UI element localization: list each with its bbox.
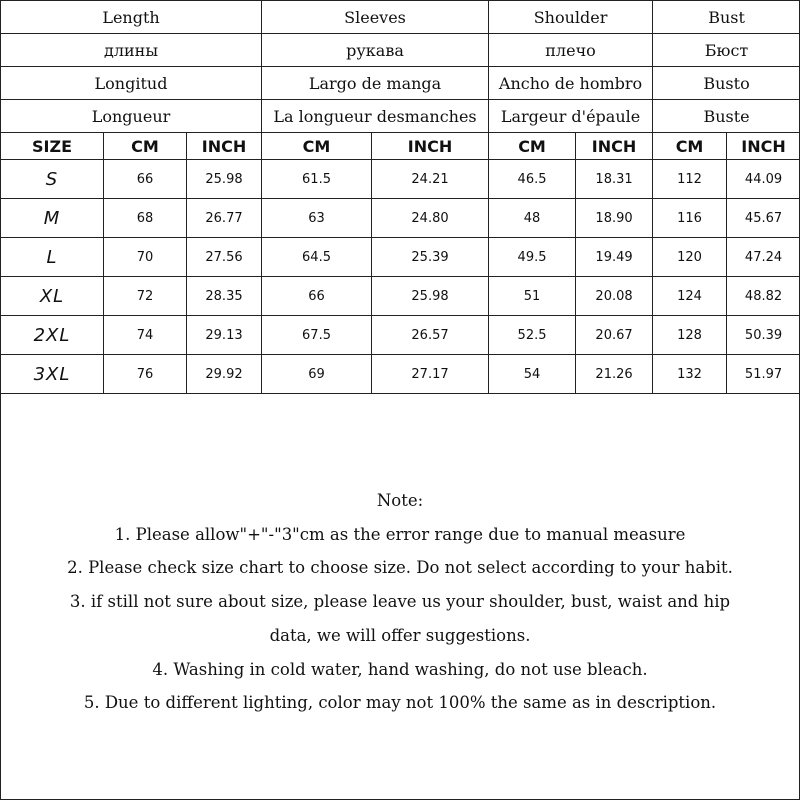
bust-cm-value: 128 (653, 316, 727, 355)
length-cm-value: 76 (104, 355, 187, 394)
header-length-russian: длины (1, 34, 262, 67)
note-line: 4. Washing in cold water, hand washing, do not use bleach. (152, 659, 648, 679)
length-inch-value: 29.92 (187, 355, 262, 394)
note-line: data, we will offer suggestions. (269, 625, 531, 645)
notes-section (0, 484, 800, 720)
header-row-english (1, 1, 800, 34)
notes-title: Note: (376, 491, 424, 510)
table-row (1, 316, 800, 355)
bust-inch-value: 45.67 (727, 199, 800, 238)
length-cm-value: 66 (104, 160, 187, 199)
bust-inch-value: 44.09 (727, 160, 800, 199)
unit-sleeves-inch: INCH (372, 133, 489, 160)
shoulder-cm-value: 49.5 (489, 238, 576, 277)
header-sleeves-french: La longueur desmanches (262, 100, 489, 133)
table-row (1, 199, 800, 238)
sleeves-cm-value: 69 (262, 355, 372, 394)
bust-cm-value: 116 (653, 199, 727, 238)
header-shoulder-english: Shoulder (489, 1, 653, 34)
header-length-spanish: Longitud (1, 67, 262, 100)
sleeves-inch-value: 27.17 (372, 355, 489, 394)
table-row (1, 355, 800, 394)
unit-bust-inch: INCH (727, 133, 800, 160)
header-bust-english: Bust (653, 1, 800, 34)
units-row (1, 133, 800, 160)
table-row (1, 160, 800, 199)
header-row-spanish (1, 67, 800, 100)
length-inch-value: 28.35 (187, 277, 262, 316)
header-bust-french: Buste (653, 100, 800, 133)
note-line: 1. Please allow"+"-"3"cm as the error range due to manual measure (114, 524, 686, 544)
table-row (1, 277, 800, 316)
table-row (1, 238, 800, 277)
length-cm-value: 68 (104, 199, 187, 238)
header-sleeves-spanish: Largo de manga (262, 67, 489, 100)
sleeves-inch-value: 24.21 (372, 160, 489, 199)
sleeves-cm-value: 66 (262, 277, 372, 316)
bust-inch-value: 47.24 (727, 238, 800, 277)
bust-inch-value: 50.39 (727, 316, 800, 355)
shoulder-cm-value: 52.5 (489, 316, 576, 355)
size-label: M (1, 199, 104, 238)
header-bust-spanish: Busto (653, 67, 800, 100)
unit-length-cm: CM (104, 133, 187, 160)
sleeves-inch-value: 25.39 (372, 238, 489, 277)
length-inch-value: 26.77 (187, 199, 262, 238)
bust-cm-value: 132 (653, 355, 727, 394)
size-label: L (1, 238, 104, 277)
shoulder-cm-value: 51 (489, 277, 576, 316)
header-length-english: Length (1, 1, 262, 34)
note-line: 2. Please check size chart to choose size. Do not select according to your habit. (67, 558, 733, 578)
header-sleeves-russian: рукава (262, 34, 489, 67)
header-shoulder-spanish: Ancho de hombro (489, 67, 653, 100)
shoulder-inch-value: 18.31 (576, 160, 653, 199)
header-bust-russian: Бюст (653, 34, 800, 67)
bust-cm-value: 120 (653, 238, 727, 277)
header-shoulder-french: Largeur d'épaule (489, 100, 653, 133)
size-label: S (1, 160, 104, 199)
header-sleeves-english: Sleeves (262, 1, 489, 34)
note-line: 5. Due to different lighting, color may not 100% the same as in description. (83, 693, 717, 713)
bust-cm-value: 112 (653, 160, 727, 199)
sleeves-cm-value: 63 (262, 199, 372, 238)
sleeves-cm-value: 64.5 (262, 238, 372, 277)
sleeves-cm-value: 67.5 (262, 316, 372, 355)
shoulder-cm-value: 54 (489, 355, 576, 394)
shoulder-cm-value: 48 (489, 199, 576, 238)
size-label: 2XL (1, 316, 104, 355)
length-cm-value: 74 (104, 316, 187, 355)
header-shoulder-russian: плечо (489, 34, 653, 67)
sleeves-inch-value: 26.57 (372, 316, 489, 355)
size-label: XL (1, 277, 104, 316)
header-row-french (1, 100, 800, 133)
unit-shoulder-cm: CM (489, 133, 576, 160)
shoulder-inch-value: 21.26 (576, 355, 653, 394)
length-inch-value: 27.56 (187, 238, 262, 277)
unit-sleeves-cm: CM (262, 133, 372, 160)
shoulder-inch-value: 20.67 (576, 316, 653, 355)
shoulder-inch-value: 18.90 (576, 199, 653, 238)
size-chart-table (0, 0, 800, 394)
bust-inch-value: 48.82 (727, 277, 800, 316)
length-cm-value: 70 (104, 238, 187, 277)
length-cm-value: 72 (104, 277, 187, 316)
unit-bust-cm: CM (653, 133, 727, 160)
shoulder-inch-value: 19.49 (576, 238, 653, 277)
sleeves-inch-value: 24.80 (372, 199, 489, 238)
shoulder-cm-value: 46.5 (489, 160, 576, 199)
header-row-russian (1, 34, 800, 67)
unit-length-inch: INCH (187, 133, 262, 160)
sleeves-cm-value: 61.5 (262, 160, 372, 199)
length-inch-value: 29.13 (187, 316, 262, 355)
bust-inch-value: 51.97 (727, 355, 800, 394)
bust-cm-value: 124 (653, 277, 727, 316)
note-line: 3. if still not sure about size, please leave us your shoulder, bust, waist and hip (69, 592, 731, 612)
header-length-french: Longueur (1, 100, 262, 133)
size-column-label: SIZE (1, 133, 104, 160)
sleeves-inch-value: 25.98 (372, 277, 489, 316)
size-label: 3XL (1, 355, 104, 394)
length-inch-value: 25.98 (187, 160, 262, 199)
unit-shoulder-inch: INCH (576, 133, 653, 160)
shoulder-inch-value: 20.08 (576, 277, 653, 316)
